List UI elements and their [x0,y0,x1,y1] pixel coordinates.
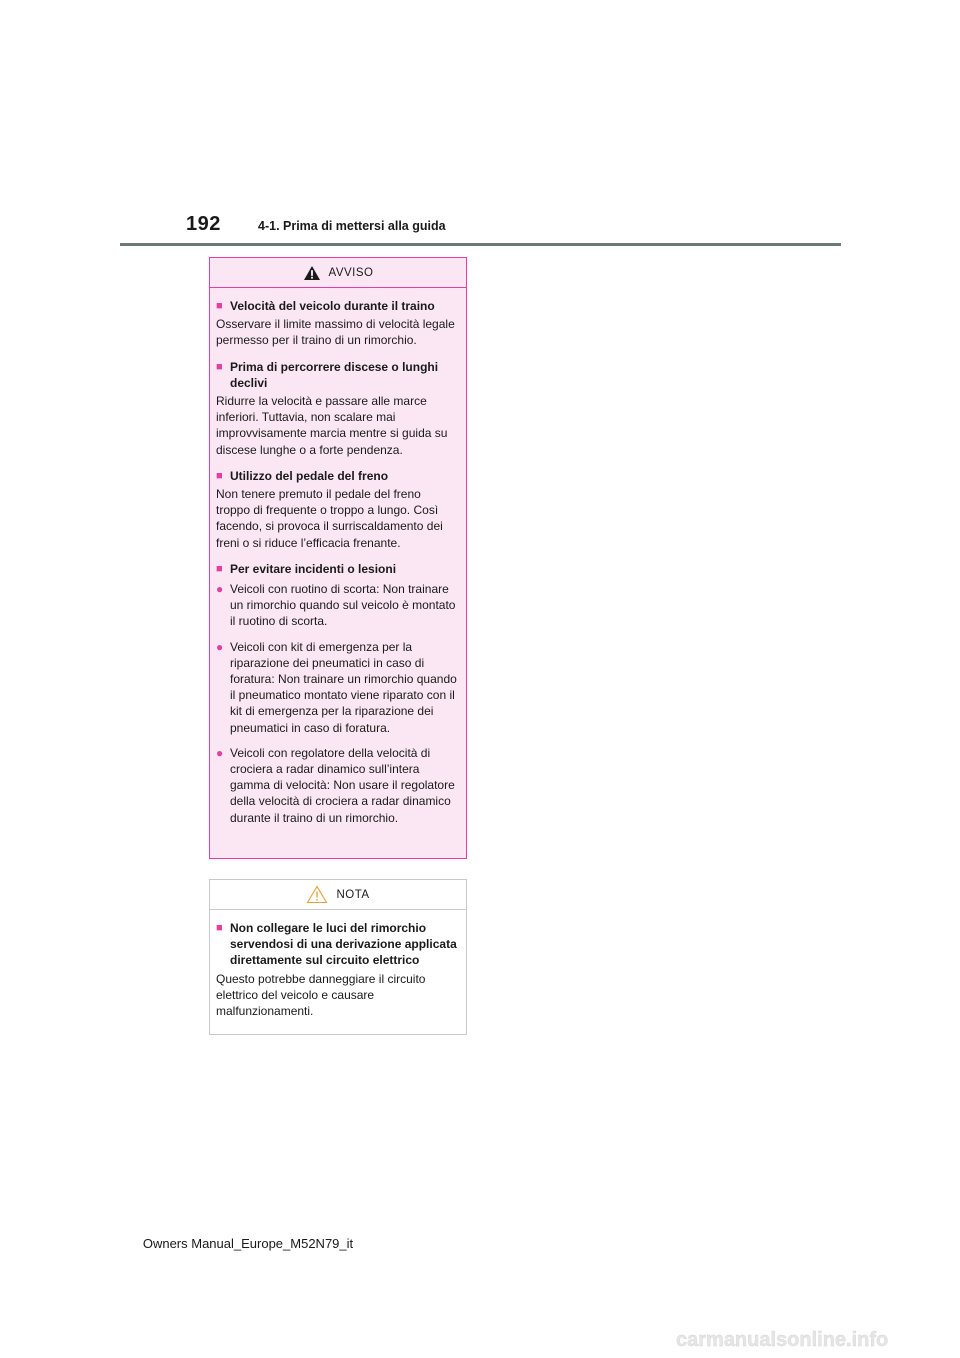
svg-text:carmanualsonline.info: carmanualsonline.info [676,1329,889,1351]
heading-text: Velocità del veicolo durante il traino [230,299,435,313]
warning-title: AVVISO [328,266,374,279]
warning-section-heading [216,359,458,391]
note-body [210,910,466,1019]
circle-bullet-icon: ● [216,639,224,654]
square-bullet-icon: ■ [216,922,223,934]
list-item [216,581,458,630]
warning-section-heading [216,468,458,484]
page-number: 192 [186,213,221,235]
list-item [216,745,458,826]
watermark-logo [676,1326,946,1352]
footer [0,1236,960,1251]
heading-text: Utilizzo del pedale del freno [230,468,389,483]
bullet-text: Veicoli con regolatore della velocità di crociera a radar dinamico sull’intera gamma di velocità: Non usare il regolatore della velocità di crociera a radar dinamico durante il traino di un rimorchio. [230,745,455,825]
warning-section-text: Osservare il limite massimo di velocità legale permesso per il traino di un rimorchio. [216,317,455,348]
warning-section-heading [216,298,458,314]
warning-section-heading [216,561,458,577]
square-bullet-icon: ■ [216,562,223,575]
warning-section [216,298,458,349]
bullet-text: Veicoli con kit di emergenza per la riparazione dei pneumatici in caso di foratura: Non trainare un rimorchio quando il pneumatico montato viene riparato con il kit di emergenza per la riparazione dei pneumatici in caso di foratura. [230,639,457,735]
square-bullet-icon: ■ [216,360,223,373]
note-box [209,879,467,1035]
bullet-text: Veicoli con ruotino di scorta: Non trainare un rimorchio quando sul veicolo è montato il ruotino di scorta. [230,582,456,629]
note-text: Questo potrebbe danneggiare il circuito elettrico del veicolo e causare malfunzionamenti. [216,971,426,1019]
section-title: 4-1. Prima di mettersi alla guida [258,219,446,233]
note-header [210,880,466,910]
heading-text: Prima di percorrere discese o lunghi declivi [230,359,439,390]
header-rule [120,243,841,246]
warning-triangle-icon [303,265,321,281]
note-heading [216,920,458,969]
warning-body [210,288,466,826]
square-bullet-icon: ■ [216,469,223,482]
warning-section [216,359,458,458]
circle-bullet-icon: ● [216,745,224,760]
warning-box [209,257,467,859]
heading-text: Per evitare incidenti o lesioni [230,561,397,576]
warning-section [216,561,458,826]
warning-section-text: Non tenere premuto il pedale del freno troppo di frequente o troppo a lungo. Così facendo, si provoca il surriscaldamento dei freni o si riduce l’efficacia frenante. [216,487,443,550]
square-bullet-icon: ■ [216,300,223,312]
list-item [216,639,458,736]
heading-text: Non collegare le luci del rimorchio servendosi di una derivazione applicata direttamente sul circuito elettrico [230,921,457,968]
footer-text: Owners Manual_Europe_M52N79_it [142,1236,354,1251]
warning-section-text: Ridurre la velocità e passare alle marce inferiori. Tuttavia, non scalare mai improvvisamente marcia mentre si guida su discese lunghe o a forte pendenza. [216,394,448,457]
warning-section [216,468,458,551]
caution-triangle-icon [306,885,328,904]
note-title: NOTA [336,888,370,901]
warning-header [210,258,466,288]
circle-bullet-icon: ● [216,582,224,597]
